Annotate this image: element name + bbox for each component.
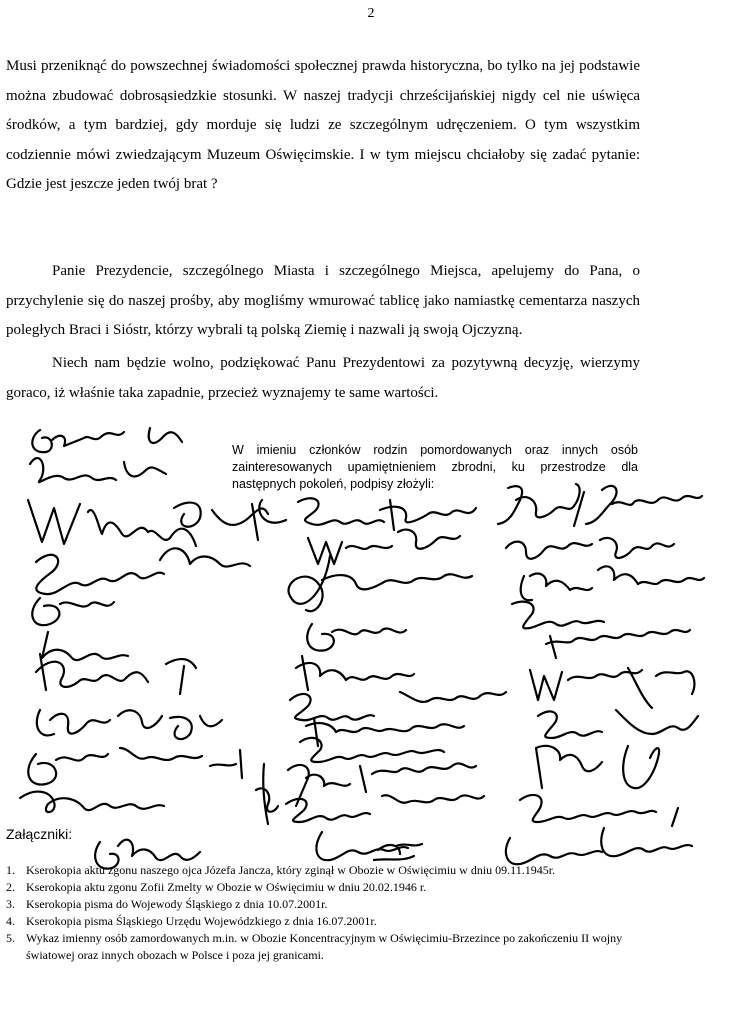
signature-22 (316, 832, 408, 860)
paragraph-3 (6, 349, 640, 408)
paragraph-1 (6, 52, 640, 200)
signature-5 (32, 598, 114, 625)
attachment-item: 5. Wykaz imienny osób zamordowanych m.in. w Obozie Koncentracyjnym w Oświęcimiu-Brzezince po zakończeniu II wojny światowej oraz innych obozach w Polsce i poza jej granicami. (6, 931, 623, 962)
signature-3 (28, 500, 286, 546)
signature-19 (300, 738, 444, 762)
attachment-item: 4. Kserokopia pisma Śląskiego Urzędu Wojewódzkiego z dnia 16.07.2001r. (6, 914, 377, 928)
attachment-item: 3. Kserokopia pisma do Wojewody Śląskiego z dnia 10.07.2001r. (6, 897, 328, 911)
signature-35 (520, 795, 678, 826)
attachments-list (6, 862, 646, 964)
signature-30 (546, 630, 690, 658)
signatories-intro: W imieniu członków rodzin pomordowanych oraz innych osób zainteresowanych upamiętnieniem zbrodni, ku przestrodze dla następnych pokoleń, podpisy złożyli: (232, 443, 638, 491)
signature-12 (298, 498, 476, 530)
signature-15 (307, 624, 406, 651)
signature-29 (512, 602, 604, 629)
signature-34 (623, 746, 659, 788)
signature-23 (374, 844, 422, 860)
signature-2 (30, 458, 166, 482)
signature-32 (538, 710, 698, 738)
signature-20 (288, 763, 476, 806)
signature-6 (42, 632, 128, 660)
signature-1 (32, 428, 182, 452)
signature-28 (521, 566, 704, 600)
attachment-item: 2. Kserokopia aktu zgonu Zofii Zmelty w Obozie w Oświęcimiu w dniu 20.02.1946 r. (6, 880, 427, 894)
signature-14 (288, 556, 472, 611)
signature-8 (37, 710, 222, 739)
signature-10 (20, 792, 164, 812)
paragraph-3-text: Niech nam będzie wolno, podziękować Panu Prezydentowi za pozytywną decyzję, wierzymy goraco, iż właśnie taka zapadnie, przecież wyznajemy te same wartości. (6, 355, 640, 401)
signature-33 (536, 746, 602, 788)
signature-7 (36, 654, 196, 694)
signature-27 (506, 538, 674, 559)
paragraph-2 (6, 257, 640, 346)
signature-17 (290, 692, 506, 720)
signature-24 (256, 764, 278, 824)
paragraph-2-text: Panie Prezydencie, szczególnego Miasta i szczególnego Miejsca, apelujemy do Pana, o przychylenie się do naszej prośby, aby mogliśmy wmurować tablicę jako namiastkę cementarza naszych poległych Braci i Sióstr, którzy wybrali tą polską Ziemię i nazwali ją swoją Ojczyzną. (6, 263, 640, 338)
signature-36 (506, 828, 692, 864)
attachments-title: Załączniki: (6, 826, 73, 842)
page-number: 2 (367, 6, 375, 21)
signature-4 (36, 548, 250, 594)
signature-16 (296, 656, 414, 690)
attachment-item: 1. Kserokopia aktu zgonu naszego ojca Józefa Jancza, który zginął w Obozie w Oświęcimiu w dniu 09.11.1945r. (6, 863, 556, 877)
signature-21 (286, 795, 484, 822)
signature-31 (530, 668, 694, 708)
paragraph-1-text: Musi przeniknąć do powszechnej świadomości społecznej prawda historyczna, bo tylko na jej podstawie można zbudować dobrosąsiedzkie stosunki. W naszej tradycji chrześcijańskiej nigdy cel nie uświęca środków, a tym bardziej, gdy morduje się ludzi ze szczególnym udręczeniem. O tym wszystkim codziennie mówi zwiedzającym Muzeum Oświęcimskie. I w tym miejscu chciałoby się zadać pytanie: Gdzie jest jeszcze jeden twój brat ? (6, 58, 640, 192)
signature-9 (28, 748, 242, 785)
signature-13 (308, 530, 460, 564)
signature-18 (306, 718, 464, 746)
